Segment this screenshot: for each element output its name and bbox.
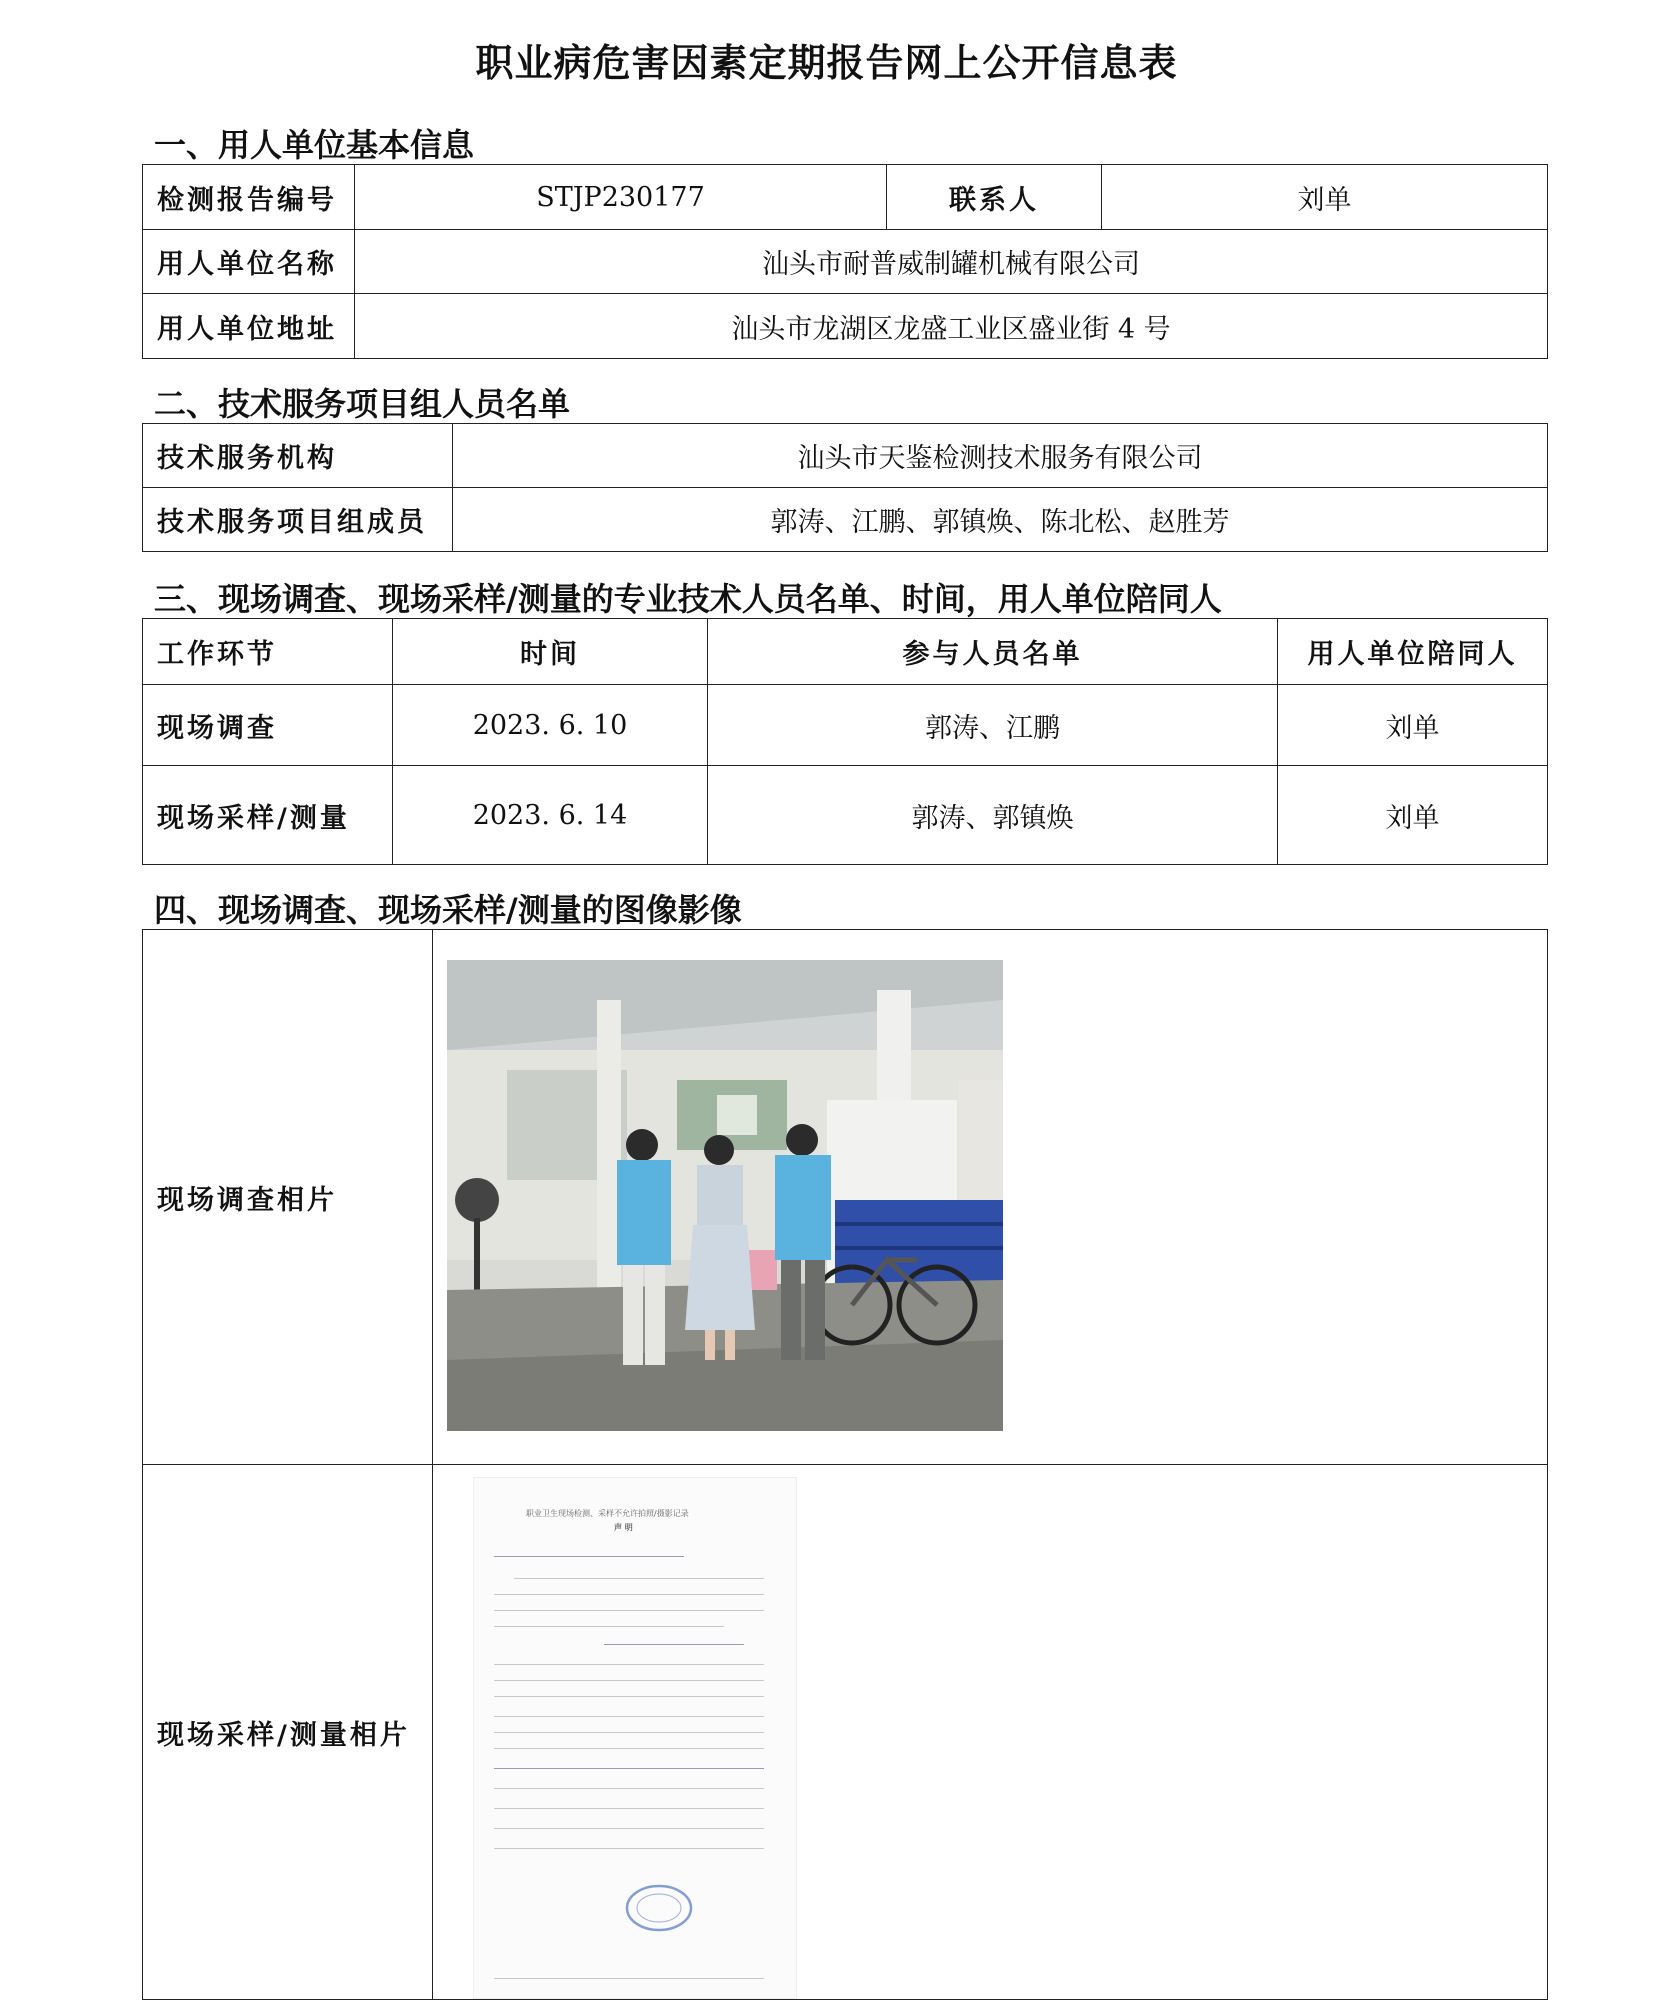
contact-value: 刘单	[1102, 165, 1548, 230]
doc-title: 职业卫生现场检测、采样不允许拍照/摄影记录	[526, 1509, 689, 1518]
contact-label: 联系人	[887, 165, 1102, 230]
stamp-seal-icon	[474, 1478, 796, 1998]
header-stage: 工作环节	[143, 619, 393, 685]
org-label: 技术服务机构	[143, 424, 453, 488]
section2-heading: 二、技术服务项目组人员名单	[154, 385, 571, 423]
survey-photo-image	[447, 960, 1003, 1431]
time-cell: 2023. 6. 10	[393, 685, 708, 766]
company-value: 汕头市耐普威制罐机械有限公司	[355, 230, 1548, 294]
members-label: 技术服务项目组成员	[143, 488, 453, 552]
escort-cell: 刘单	[1278, 685, 1548, 766]
sampling-photo-label: 现场采样/测量相片	[143, 1465, 433, 2000]
members-value: 郭涛、江鹏、郭镇焕、陈北松、赵胜芳	[453, 488, 1548, 552]
time-cell: 2023. 6. 14	[393, 766, 708, 865]
report-no-label: 检测报告编号	[143, 165, 355, 230]
staff-cell: 郭涛、郭镇焕	[708, 766, 1278, 865]
basic-info-table	[142, 164, 1548, 359]
page-title: 职业病危害因素定期报告网上公开信息表	[475, 41, 1178, 85]
address-value: 汕头市龙湖区龙盛工业区盛业街 4 号	[355, 294, 1548, 359]
company-label: 用人单位名称	[143, 230, 355, 294]
escort-cell: 刘单	[1278, 766, 1548, 865]
image-table	[142, 929, 1548, 2000]
header-time: 时间	[393, 619, 708, 685]
header-escort: 用人单位陪同人	[1278, 619, 1548, 685]
survey-photo	[447, 960, 1003, 1431]
sampling-document-image	[473, 1477, 797, 1999]
doc-subtitle: 声 明	[614, 1523, 633, 1532]
stage-cell: 现场调查	[143, 685, 393, 766]
address-label: 用人单位地址	[143, 294, 355, 359]
table-row	[143, 766, 1548, 865]
team-table	[142, 423, 1548, 552]
header-staff: 参与人员名单	[708, 619, 1278, 685]
section3-heading: 三、现场调查、现场采样/测量的专业技术人员名单、时间，用人单位陪同人	[154, 580, 1222, 618]
table-row	[143, 685, 1548, 766]
org-value: 汕头市天鉴检测技术服务有限公司	[453, 424, 1548, 488]
report-no-value: STJP230177	[355, 165, 887, 230]
section1-heading: 一、用人单位基本信息	[154, 126, 475, 164]
staff-cell: 郭涛、江鹏	[708, 685, 1278, 766]
section4-heading: 四、现场调查、现场采样/测量的图像影像	[154, 891, 742, 929]
survey-photo-label: 现场调查相片	[143, 930, 433, 1465]
staff-time-table	[142, 618, 1548, 865]
stage-cell: 现场采样/测量	[143, 766, 393, 865]
